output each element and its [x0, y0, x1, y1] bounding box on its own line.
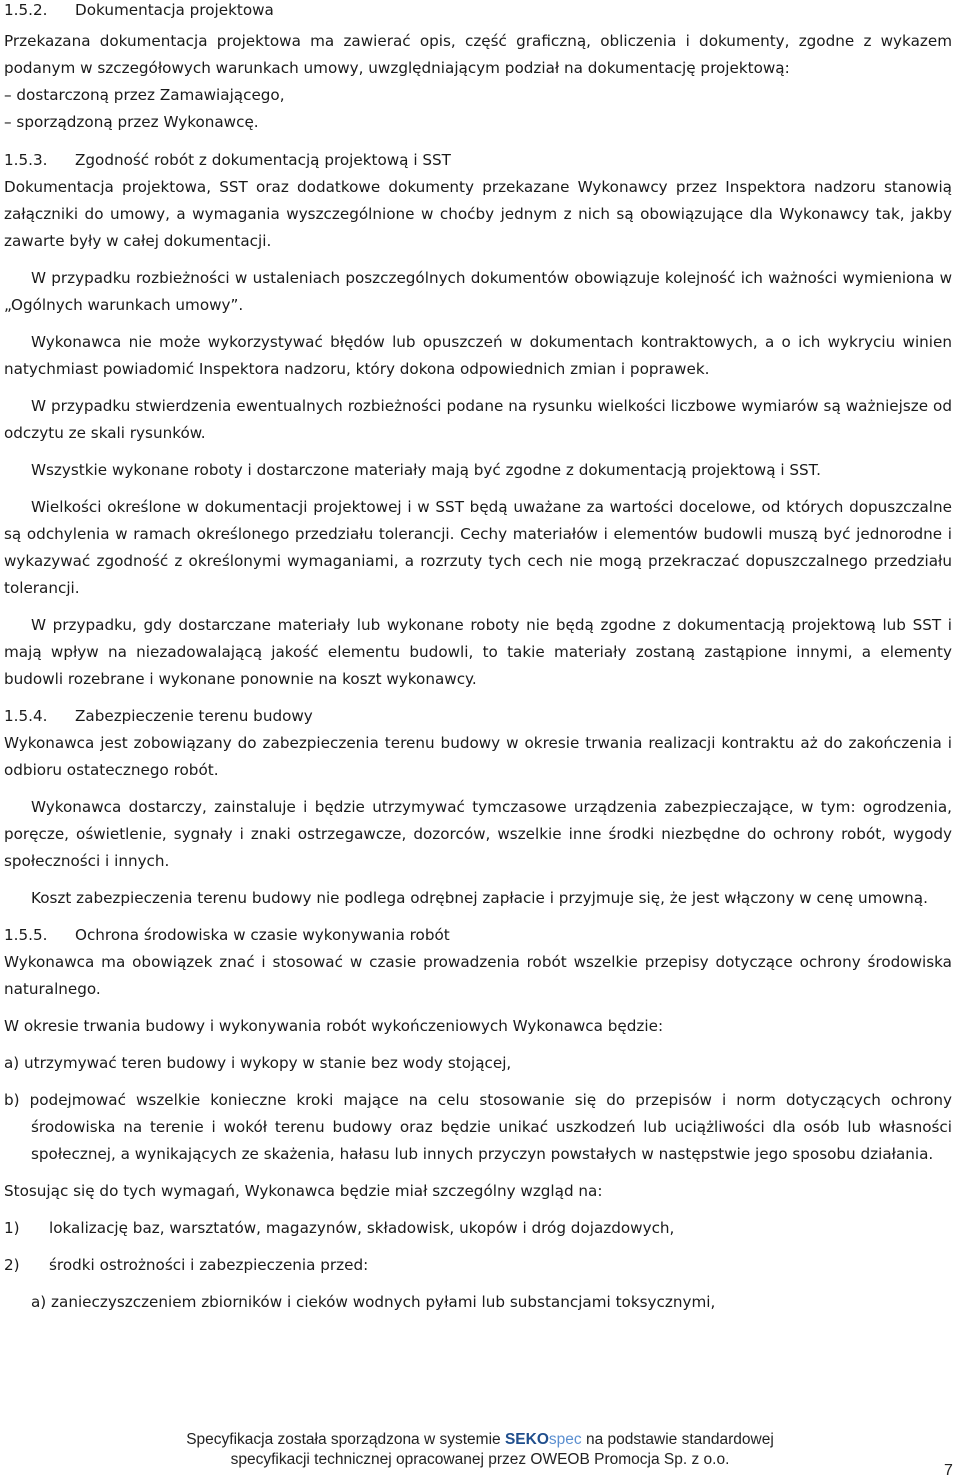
list-number: 2) [4, 1256, 20, 1274]
page-number: 7 [944, 1462, 953, 1479]
dash-list-item: – dostarczoną przez Zamawiającego, [4, 86, 285, 104]
section-heading-1-5-2 [4, 0, 952, 20]
footer-text: Specyfikacja została sporządzona w systemie [186, 1431, 501, 1448]
section-title: Zgodność robót z dokumentacją projektową i SST [75, 151, 451, 169]
footer-text: na podstawie standardowej [585, 1431, 774, 1448]
paragraph: Wszystkie wykonane roboty i dostarczone materiały mają być zgodne z dokumentacją projektową i SST. [31, 461, 821, 479]
section-number: 1.5.3. [4, 151, 48, 169]
paragraph: W przypadku rozbieżności w ustaleniach poszczególnych dokumentów obowiązuje kolejność ich ważności wymieniona w „Ogólnych warunkach umowy”. [4, 269, 952, 314]
paragraph: Koszt zabezpieczenia terenu budowy nie podlega odrębnej zapłacie i przyjmuje się, że jest włączony w cenę umowną. [31, 889, 928, 907]
logo-part-spec: spec [548, 1431, 582, 1448]
section-title: Zabezpieczenie terenu budowy [75, 707, 313, 725]
paragraph: W przypadku stwierdzenia ewentualnych rozbieżności podane na rysunku wielkości liczbowe wymiarów są ważniejsze od odczytu ze skali rysunków. [4, 397, 952, 442]
lettered-list-item: a) utrzymywać teren budowy i wykopy w stanie bez wody stojącej, [4, 1054, 512, 1072]
paragraph: Dokumentacja projektowa, SST oraz dodatkowe dokumenty przekazane Wykonawcy przez Inspektora nadzoru stanowią załączniki do umowy, a wymagania wyszczególnione w choćby jednym z nich są obowiązujące dla Wykonawcy tak, jakby zawarte były w całej dokumentacji. [4, 178, 952, 250]
footer-line-2: specyfikacji technicznej opracowanej przez OWEOB Promocja Sp. z o.o. [230, 1451, 730, 1468]
logo-part-seko: SEKO [504, 1431, 549, 1448]
footer-line-1 [0, 1430, 960, 1450]
sub-list-item: a) zanieczyszczeniem zbiorników i cieków wodnych pyłami lub substancjami toksycznymi, [31, 1293, 716, 1311]
numbered-list-item [4, 1252, 952, 1279]
paragraph: W przypadku, gdy dostarczane materiały lub wykonane roboty nie będą zgodne z dokumentacją projektową lub SST i mają wpływ na niezadowalającą jakość elementu budowli, to takie materiały zostaną zastąpione innymi, a elementy budowli rozebrane i wykonane ponownie na koszt wykonawcy. [4, 616, 952, 688]
list-number: 1) [4, 1219, 20, 1237]
section-heading-1-5-3 [4, 147, 952, 174]
paragraph: W okresie trwania budowy i wykonywania robót wykończeniowych Wykonawca będzie: [4, 1017, 664, 1035]
section-title: Dokumentacja projektowa [75, 1, 274, 19]
numbered-list-item [4, 1215, 952, 1242]
page-footer [0, 1430, 960, 1470]
section-number: 1.5.5. [4, 926, 48, 944]
section-title: Ochrona środowiska w czasie wykonywania robót [75, 926, 450, 944]
section-heading-1-5-4 [4, 703, 952, 730]
lettered-list-item: b) podejmować wszelkie konieczne kroki mające na celu stosowanie się do przepisów i norm dotyczących ochrony środowiska na terenie i wokół terenu budowy oraz będzie unikać uszkodzeń lub uciążliwości dla osób lub własności społecznej, a wynikających ze skażenia, hałasu lub innych przyczyn powstałych w następstwie jego sposobu działania. [4, 1091, 952, 1163]
paragraph: Przekazana dokumentacja projektowa ma zawierać opis, część graficzną, obliczenia i dokumenty, zgodne z wykazem podanym w szczegółowych warunkach umowy, uwzględniającym podział na dokumentację projektową: [4, 32, 952, 77]
section-heading-1-5-5 [4, 922, 952, 949]
paragraph: Wykonawca nie może wykorzystywać błędów lub opuszczeń w dokumentach kontraktowych, a o ich wykryciu winien natychmiast powiadomić Inspektora nadzoru, który dokona odpowiednich zmian i poprawek. [4, 333, 952, 378]
paragraph: Wykonawca ma obowiązek znać i stosować w czasie prowadzenia robót wszelkie przepisy dotyczące ochrony środowiska naturalnego. [4, 953, 952, 998]
dash-list-item: – sporządzoną przez Wykonawcę. [4, 113, 259, 131]
section-number: 1.5.4. [4, 707, 48, 725]
paragraph: Wykonawca jest zobowiązany do zabezpieczenia terenu budowy w okresie trwania realizacji kontraktu aż do zakończenia i odbioru ostatecznego robót. [4, 734, 952, 779]
sekospec-logo [505, 1431, 582, 1448]
paragraph: Wielkości określone w dokumentacji projektowej i w SST będą uważane za wartości docelowe, od których dopuszczalne są odchylenia w ramach określonego przedziału tolerancji. Cechy materiałów i elementów budowli muszą być jednorodne i wykazywać zgodność z określonymi wymaganiami, a rozrzuty tych cech nie mogą przekraczać dopuszczalnego przedziału tolerancji. [4, 498, 952, 597]
list-text: lokalizację baz, warsztatów, magazynów, składowisk, ukopów i dróg dojazdowych, [49, 1219, 675, 1237]
document-body [4, 0, 952, 1316]
section-number: 1.5.2. [4, 1, 48, 19]
list-text: środki ostrożności i zabezpieczenia przed: [49, 1256, 369, 1274]
paragraph: Wykonawca dostarczy, zainstaluje i będzie utrzymywać tymczasowe urządzenia zabezpieczające, w tym: ogrodzenia, poręcze, oświetlenie, sygnały i znaki ostrzegawcze, dozorców, wszelkie inne środki niezbędne do ochrony robót, wygody społeczności i innych. [4, 798, 952, 870]
paragraph: Stosując się do tych wymagań, Wykonawca będzie miał szczególny wzgląd na: [4, 1182, 603, 1200]
